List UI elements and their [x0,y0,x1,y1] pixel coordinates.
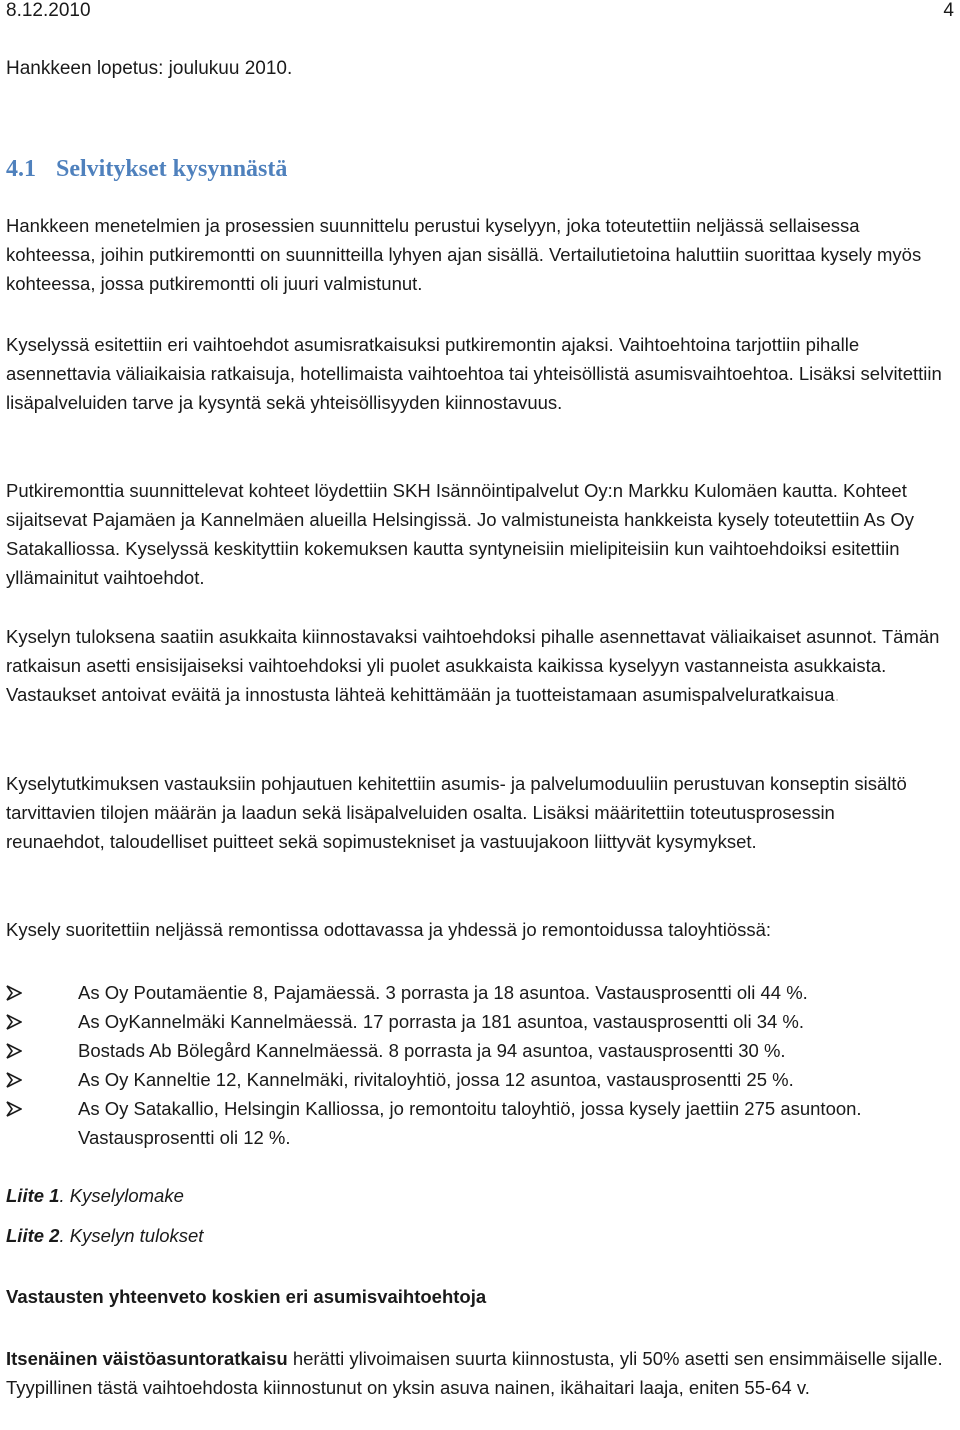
list-item-text: As Oy Poutamäentie 8, Pajamäessä. 3 porrasta ja 18 asuntoa. Vastausprosentti oli 44 %. [78,982,808,1003]
list-item-text: Bostads Ab Bölegård Kannelmäessä. 8 porrasta ja 94 asuntoa, vastausprosentti 30 %. [78,1040,786,1061]
header-date: 8.12.2010 [6,0,91,21]
survey-site-list [6,978,936,1152]
section-number: 4.1 [6,156,36,182]
paragraph-4-text: Kyselyn tuloksena saatiin asukkaita kiinnostavaksi vaihtoehdoksi pihalle asennettavat väliaikaiset asunnot. Tämän ratkaisun asetti ensisijaiseksi vaihtoehdoksi yli puolet asukkaista kaikissa kyselyyn vastanneista asukkaista. Vastaukset antoivat eväitä ja innostusta lähteä kehittämään ja tuotteistamaan asumispalveluratkaisua [6,626,940,705]
paragraph-6: Kysely suoritettiin neljässä remontissa odottavassa ja yhdessä jo remontoidussa taloyhtiössä: [6,919,772,940]
summary-heading: Vastausten yhteenveto koskien eri asumisvaihtoehtoja [6,1286,487,1307]
paragraph-4-end: . [834,684,840,705]
paragraph-3: Putkiremonttia suunnittelevat kohteet löydettiin SKH Isännöintipalvelut Oy:n Markku Kulomäen kautta. Kohteet sijaitsevat Pajamäen ja Kannelmäen alueilla Helsingissä. Jo valmistuneista hankkeista kysely toteutettiin As Oy Satakalliossa. Kyselyssä keskityttiin kokemuksen kautta syntyneisiin mielipiteisiin kun vaihtoehdoiksi esitettiin yllämainitut vaihtoehdot. [6,480,914,588]
final-paragraph [6,1344,946,1402]
attachment-2 [6,1221,203,1250]
list-item-text: As Oy Satakallio, Helsingin Kalliossa, jo remontoitu taloyhtiö, jossa kysely jaettiin 275 asuntoon. Vastausprosentti oli 12 %. [78,1098,862,1148]
final-paragraph-lead: Itsenäinen väistöasuntoratkaisu [6,1348,288,1369]
final-paragraph-rest: herätti ylivoimaisen suurta kiinnostusta, yli 50% asetti sen ensimmäiselle sijalle. Tyypillinen tästä vaihtoehdosta kiinnostunut on yksin asuva nainen, ikähaitari laaja, eniten 55-64 v. [6,1348,943,1398]
list-item [6,978,936,1007]
attachment-label: Liite 2 [6,1225,60,1246]
arrow-bullet-icon [6,1101,22,1117]
arrow-bullet-icon [6,1072,22,1088]
project-end: Hankkeen lopetus: joulukuu 2010. [6,58,293,79]
paragraph-4 [6,622,951,709]
section-heading [6,156,287,183]
attachment-title: . Kyselylomake [59,1185,184,1206]
arrow-bullet-icon [6,985,22,1001]
section-title: Selvitykset kysynnästä [56,156,288,182]
paragraph-5: Kyselytutkimuksen vastauksiin pohjautuen kehitettiin asumis- ja palvelumoduuliin perustuvan konseptin sisältö tarvittavien tilojen määrän ja laadun sekä lisäpalveluiden osalta. Lisäksi määritettiin toteutusprosessin reunaehdot, taloudelliset puitteet sekä sopimustekniset ja vastuujakoon liittyvät kysymykset. [6,773,907,852]
list-item [6,1007,936,1036]
page-number: 4 [943,0,954,21]
paragraph-2: Kyselyssä esitettiin eri vaihtoehdot asumisratkaisuksi putkiremontin ajaksi. Vaihtoehtoina tarjottiin pihalle asennettavia väliaikaisia ratkaisuja, hotellimaista vaihtoehtoa tai yhteisöllistä asumisvaihtoehtoa. Lisäksi selvitettiin lisäpalveluiden tarve ja kysyntä sekä yhteisöllisyyden kiinnostavuus. [6,334,942,413]
list-item [6,1065,936,1094]
arrow-bullet-icon [6,1043,22,1059]
list-item-text: As OyKannelmäki Kannelmäessä. 17 porrasta ja 181 asuntoa, vastausprosentti oli 34 %. [78,1011,805,1032]
attachment-1 [6,1181,184,1210]
paragraph-1: Hankkeen menetelmien ja prosessien suunnittelu perustui kyselyyn, joka toteutettiin neljässä sellaisessa kohteessa, joihin putkiremontti on suunnitteilla lyhyen ajan sisällä. Vertailutietoina haluttiin suorittaa kysely myös kohteessa, jossa putkiremontti oli juuri valmistunut. [6,215,922,294]
attachment-label: Liite 1 [6,1185,60,1206]
attachment-title: . Kyselyn tulokset [59,1225,204,1246]
list-item [6,1036,936,1065]
list-item-text: As Oy Kanneltie 12, Kannelmäki, rivitaloyhtiö, jossa 12 asuntoa, vastausprosentti 25 %. [78,1069,794,1090]
list-item [6,1094,936,1152]
arrow-bullet-icon [6,1014,22,1030]
